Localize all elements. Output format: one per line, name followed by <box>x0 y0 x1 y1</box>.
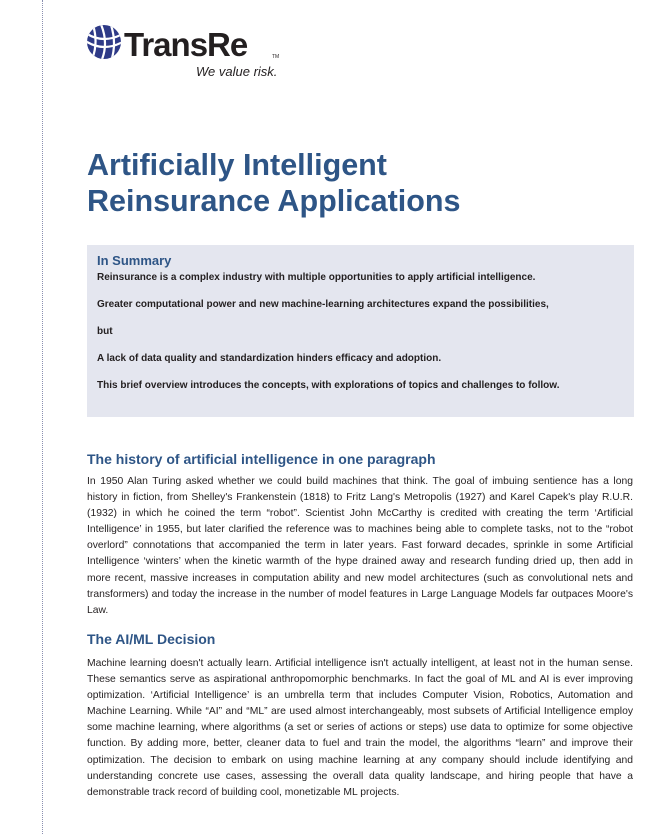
summary-point: Greater computational power and new machine-learning architectures expand the possibilities, <box>97 299 549 310</box>
brand-tagline: We value risk. <box>196 64 278 79</box>
transre-logo <box>86 24 306 84</box>
section-heading-history: The history of artificial intelligence in one paragraph <box>87 451 436 467</box>
brand-name: TransRe <box>124 26 248 63</box>
title-line-1: Artificially Intelligent <box>87 148 387 182</box>
title-line-2: Reinsurance Applications <box>87 184 461 218</box>
section-heading-ai-ml-decision: The AI/ML Decision <box>87 631 216 647</box>
page-margin-rule <box>42 0 43 834</box>
summary-point: but <box>97 326 113 337</box>
section-body-ai-ml-decision: Machine learning doesn't actually learn. Artificial intelligence isn't actually intelligent, at least not in the human sense. These semantics serve as aspirational anthropomorphic benchmarks. In fact the goal of ML and AI is ever improving optimization. ‘Artificial Intelligence’ is an umbrella term that includes Computer Vision, Robotics, Automation and Machine Learning. While “AI” and “ML” are used almost interchangeably, most subsets of Artificial Intelligence employ some machine learning, where algorithms (a set or series of actions or steps) use data to optimize for some objective function. By adding more, better, cleaner data to fuel and train the model, the algorithms “learn” and improve their optimization. The decision to embark on using machine learning at any company should include identifying and understanding concrete use cases, assessing the overall data quality landscape, and hiring people that have a demonstrable track record of building cool, monetizable ML projects. <box>87 658 633 798</box>
summary-heading: In Summary <box>97 253 172 268</box>
summary-point: This brief overview introduces the concepts, with explorations of topics and challenges to follow. <box>97 380 560 391</box>
summary-point: Reinsurance is a complex industry with multiple opportunities to apply artificial intelligence. <box>97 272 536 283</box>
globe-logo-icon <box>86 24 306 84</box>
section-body-history: In 1950 Alan Turing asked whether we could build machines that think. The goal of imbuing sentience has a long history in fiction, from Shelley's Frankenstein (1818) to Fritz Lang's Metropolis (1927) and Karel Capek's play R.U.R. (1932) in which he coined the term “robot”. Scientist John McCarthy is credited with creating the term ‘Artificial Intelligence’ in 1955, but later clarified the reference was to machines being able to complete tasks, not to the “robot overlord” connotations that accompanied the term in later years. Fast forward decades, sprinkle in some Artificial Intelligence ‘winters’ when the kinetic warmth of the hype drained away and research funding dried up, then add in more recent, massive increases in computation ability and new model architectures (such as convolutional nets and transformers) and today the increase in the number of model features in Large Language Models far outpaces Moore's Law. <box>87 476 633 616</box>
summary-point: A lack of data quality and standardization hinders efficacy and adoption. <box>97 353 442 364</box>
summary-box <box>87 245 634 417</box>
trademark-mark: TM <box>272 54 280 60</box>
document-title <box>87 147 587 219</box>
